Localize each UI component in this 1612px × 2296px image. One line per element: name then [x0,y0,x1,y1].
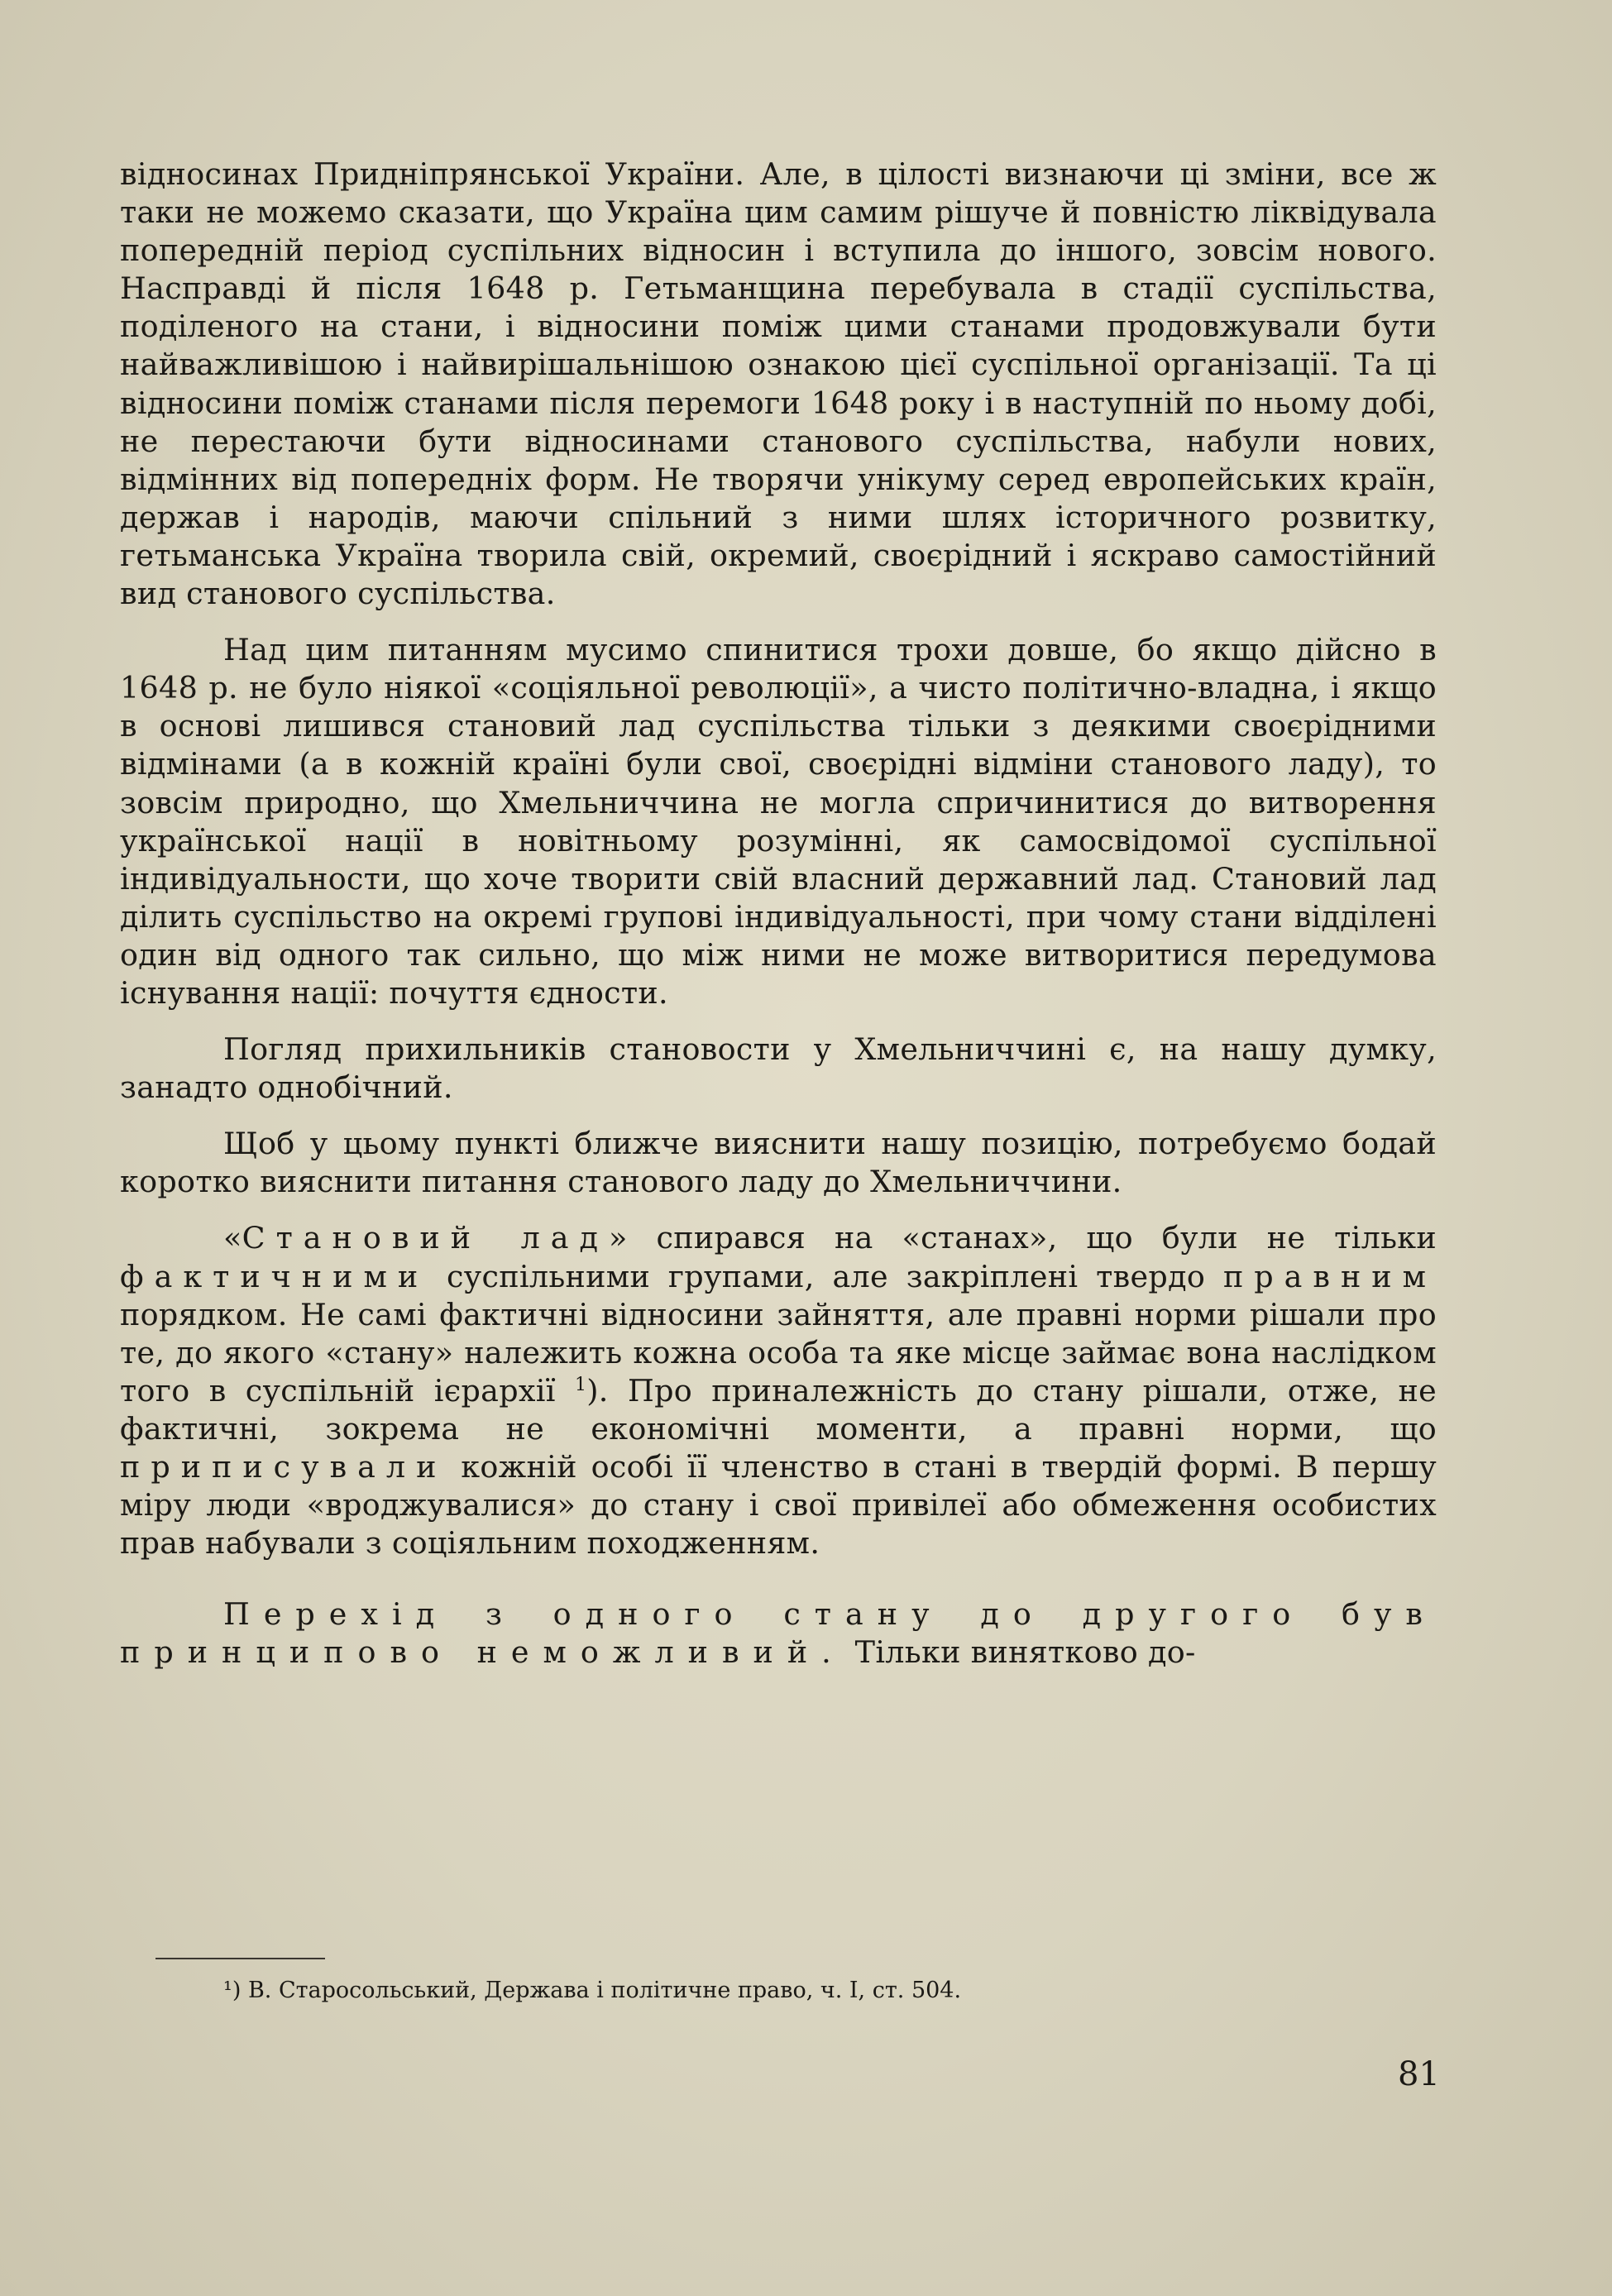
paragraph-5-part-1: » спирався на «станах», що були не тільки [609,1220,1437,1256]
page-number: 81 [1398,2055,1440,2093]
paragraph-5-part-3: порядком. Не самі фактичні відносини зайняття, але правні норми рішали про те, до якого «стану» належить кожна особа та яке місце займає вона наслідком того в суспільній ієрархії [120,1296,1437,1409]
body-text [120,155,1437,1672]
paragraph-5 [120,1219,1437,1562]
footnote-reference[interactable]: 1 [574,1374,587,1395]
paragraph-1: відносинах Придніпрянської України. Але, в цілості визнаючи ці зміни, все ж таки не можемо сказати, що Україна цим самим рішуче й повністю ліквідувала попередній період суспільних відносин і вступила до іншого, зовсім нового. Насправді й після 1648 р. Гетьманщина перебувала в стадії суспільства, поділеного на стани, і відносини поміж цими станами продовжували бути найважливішою і найвирішальнішою ознакою цієї суспільної організації. Та ці відносини поміж станами після перемоги 1648 року і в наступній по ньому добі, не перестаючи бути відносинами станового суспільства, набули нових, відмінних від попередніх форм. Не творячи унікуму серед европейських країн, держав і народів, маючи спільний з ними шлях історичного розвитку, гетьманська Україна творила свій, окремий, своєрідний і яскраво самостійний вид станового суспільства. [120,156,1437,612]
paragraph-5-part-5: кожній особі її членство в стані в твердій формі. В першу міру люди «вроджувалися» до стану і свої привілеї або обмеження особистих прав набували з соціяльним походженням. [120,1449,1437,1562]
open-quote: « [223,1220,242,1256]
footnote: ¹) В. Старосольський, Держава і політичне право, ч. І, ст. 504. [223,1978,962,2003]
footnote-divider [155,1958,325,1959]
paragraph-2: Над цим питанням мусимо спинитися трохи довше, бо якщо дійсно в 1648 р. не було ніякої «соціяльної революції», а чисто політично-владна, і якщо в основі лишився становий лад суспільства тільки з деякими своєрідними відмінами (а в кожній країні були свої, своєрідні відміни станового ладу), то зовсім природно, що Хмельниччина не могла спричинитися до витворення української нації в новітньому розумінні, як самосвідомої суспільної індивідуальности, що хоче творити свій власний державний лад. Становий лад ділить суспільство на окремі групові індивідуальності, при чому стани відділені один від одного так сильно, що між ними не може витворитися передумова існування нації: почуття єдности. [120,632,1437,1011]
paragraph-3: Погляд прихильників становости у Хмельниччині є, на нашу думку, занадто однобічний. [120,1031,1437,1106]
paragraph-4: Щоб у цьому пункті ближче вияснити нашу позицію, потребуємо бодай коротко вияснити питання станового ладу до Хмельниччини. [120,1126,1437,1200]
paragraph-5-part-2: суспільними групами, але закріплені твердо [428,1258,1223,1294]
spaced-term-faktychnymy: фактичними [120,1258,429,1294]
spaced-term-stanovyi-lad: Становий лад [242,1220,609,1256]
spaced-term-prypysuvaly: приписували [120,1449,447,1485]
paragraph-6-rest: Тільки винятково до- [844,1634,1196,1671]
paragraph-6 [120,1595,1437,1672]
spaced-term-pravnym: правним [1222,1258,1437,1294]
paragraph-5-part-4: ). Про приналежність до стану рішали, отже, не фактичні, зокрема не економічні моменти, а правні норми, що [120,1372,1437,1447]
spaced-term-perekhid: Перехід з одного стану до другого був принципово неможливий. [120,1596,1437,1671]
